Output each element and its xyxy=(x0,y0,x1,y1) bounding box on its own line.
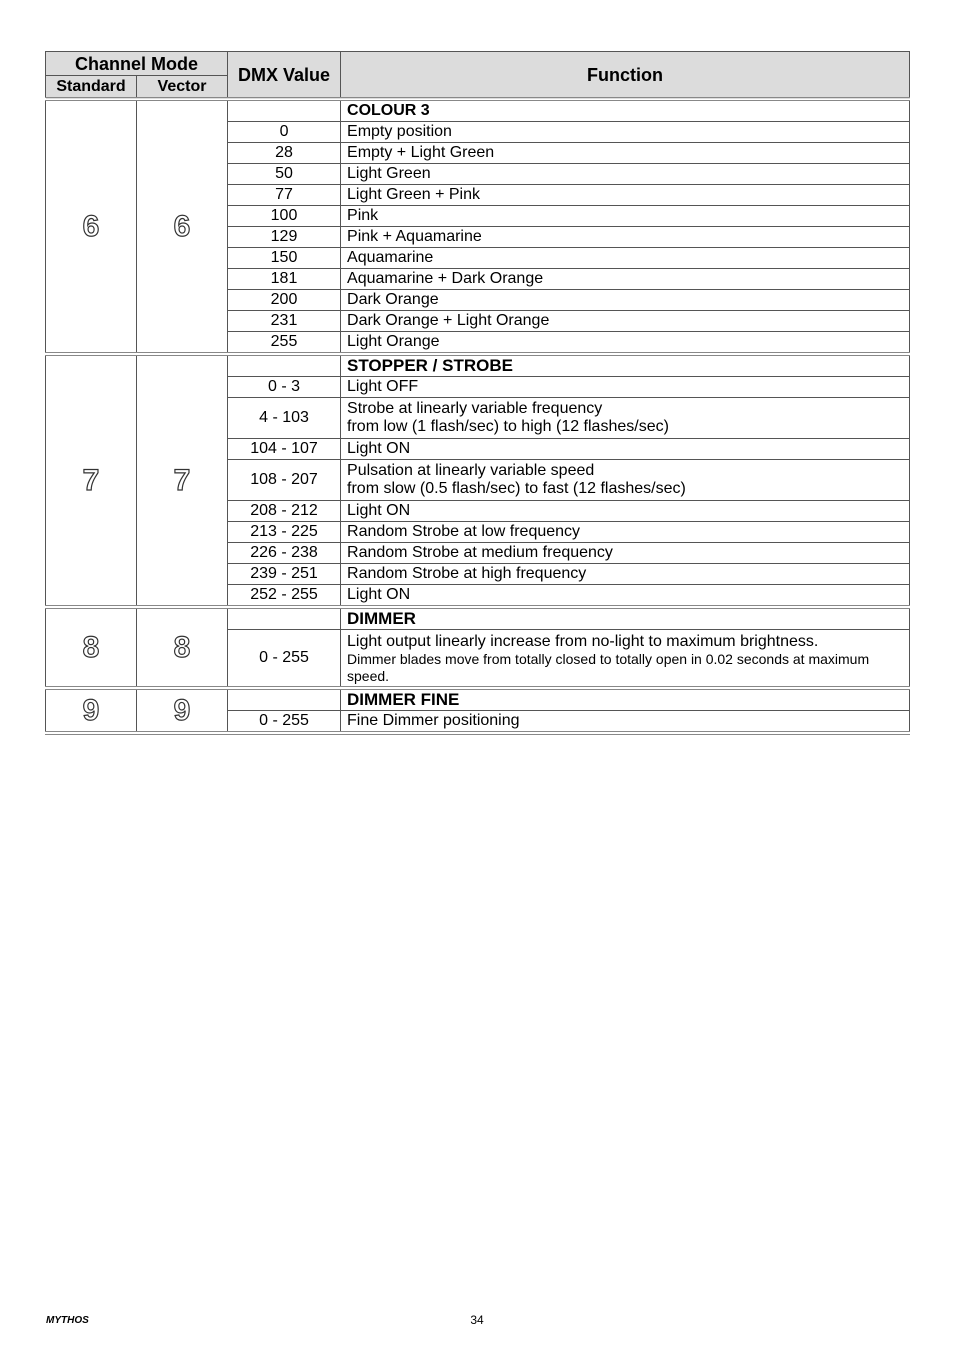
empty-value-cell xyxy=(228,688,341,711)
function-note: Dimmer blades move from totally closed to totally open in 0.02 seconds at maximum speed. xyxy=(347,650,870,684)
dmx-value: 129 xyxy=(228,227,341,248)
dmx-value: 150 xyxy=(228,248,341,269)
dmx-value-header: DMX Value xyxy=(228,52,341,100)
function-line-2: from low (1 flash/sec) to high (12 flashes/sec) xyxy=(347,418,669,435)
table-header xyxy=(46,52,910,100)
function-text: Fine Dimmer positioning xyxy=(341,711,910,734)
channel-group-dimmer-fine xyxy=(46,688,910,733)
function-text: Light Green + Pink xyxy=(341,185,910,206)
function-text: Empty + Light Green xyxy=(341,143,910,164)
dmx-value: 181 xyxy=(228,269,341,290)
function-text: Dark Orange xyxy=(341,290,910,311)
function-text: Dark Orange + Light Orange xyxy=(341,311,910,332)
dmx-value: 50 xyxy=(228,164,341,185)
dmx-value: 213 - 225 xyxy=(228,522,341,543)
dmx-value: 104 - 107 xyxy=(228,439,341,460)
dmx-value: 4 - 103 xyxy=(228,398,341,439)
dmx-value: 28 xyxy=(228,143,341,164)
function-text: Random Strobe at low frequency xyxy=(341,522,910,543)
vector-channel-number: 6 xyxy=(137,99,228,354)
function-text: Light ON xyxy=(341,439,910,460)
dmx-value: 0 xyxy=(228,122,341,143)
function-text: Random Strobe at medium frequency xyxy=(341,543,910,564)
dmx-channel-table xyxy=(45,51,910,735)
function-text: Pink xyxy=(341,206,910,227)
function-text xyxy=(341,460,910,501)
empty-value-cell xyxy=(228,354,341,377)
function-line-2: from slow (0.5 flash/sec) to fast (12 flashes/sec) xyxy=(347,480,686,497)
function-text: Pink + Aquamarine xyxy=(341,227,910,248)
standard-channel-number: 8 xyxy=(46,607,137,688)
channel-group-colour-3 xyxy=(46,99,910,354)
page-number: 34 xyxy=(470,1313,484,1327)
empty-value-cell xyxy=(228,99,341,122)
function-text: Light Orange xyxy=(341,332,910,355)
standard-header: Standard xyxy=(46,76,137,100)
vector-channel-number: 8 xyxy=(137,607,228,688)
section-title: STOPPER / STROBE xyxy=(341,354,910,377)
function-line-1: Pulsation at linearly variable speed xyxy=(347,462,595,479)
dmx-value: 0 - 255 xyxy=(228,711,341,734)
function-text: Aquamarine xyxy=(341,248,910,269)
function-text xyxy=(341,398,910,439)
function-line-1: Strobe at linearly variable frequency xyxy=(347,400,603,417)
function-text: Aquamarine + Dark Orange xyxy=(341,269,910,290)
function-text: Light ON xyxy=(341,585,910,608)
dmx-value: 226 - 238 xyxy=(228,543,341,564)
footer-brand: MYTHOS xyxy=(46,1315,89,1326)
standard-channel-number: 6 xyxy=(46,99,137,354)
dmx-value: 77 xyxy=(228,185,341,206)
function-text: Empty position xyxy=(341,122,910,143)
dmx-value: 255 xyxy=(228,332,341,355)
channel-group-dimmer xyxy=(46,607,910,688)
vector-header: Vector xyxy=(137,76,228,100)
function-header: Function xyxy=(341,52,910,100)
function-text: Light Green xyxy=(341,164,910,185)
function-text: Light OFF xyxy=(341,377,910,398)
dmx-value: 208 - 212 xyxy=(228,501,341,522)
vector-channel-number: 7 xyxy=(137,354,228,607)
channel-mode-header: Channel Mode xyxy=(46,52,228,76)
dmx-value: 252 - 255 xyxy=(228,585,341,608)
dmx-value: 231 xyxy=(228,311,341,332)
vector-channel-number: 9 xyxy=(137,688,228,733)
dmx-value: 0 - 255 xyxy=(228,630,341,689)
channel-group-stopper-strobe xyxy=(46,354,910,607)
dmx-value: 200 xyxy=(228,290,341,311)
function-line: Light output linearly increase from no-light to maximum brightness. xyxy=(347,632,819,650)
function-text xyxy=(341,630,910,689)
standard-channel-number: 9 xyxy=(46,688,137,733)
empty-value-cell xyxy=(228,607,341,630)
dmx-value: 0 - 3 xyxy=(228,377,341,398)
standard-channel-number: 7 xyxy=(46,354,137,607)
function-text: Random Strobe at high frequency xyxy=(341,564,910,585)
dmx-value: 108 - 207 xyxy=(228,460,341,501)
section-title: DIMMER xyxy=(341,607,910,630)
section-title: DIMMER FINE xyxy=(341,688,910,711)
section-title: COLOUR 3 xyxy=(341,99,910,122)
dmx-value: 239 - 251 xyxy=(228,564,341,585)
function-text: Light ON xyxy=(341,501,910,522)
dmx-value: 100 xyxy=(228,206,341,227)
